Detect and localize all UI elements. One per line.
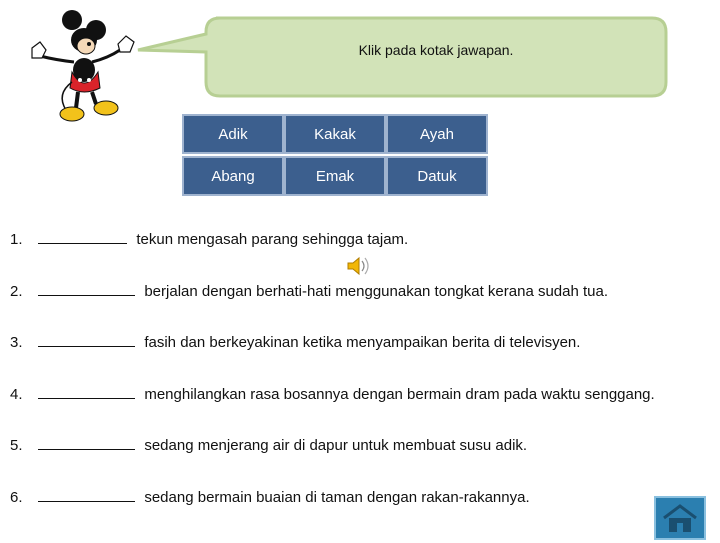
question-number: 1. bbox=[10, 231, 23, 248]
mickey-mascot-icon bbox=[26, 8, 138, 126]
question-number: 5. bbox=[10, 437, 23, 454]
question-text: menghilangkan rasa bosannya dengan bermain dram pada waktu senggang. bbox=[144, 386, 655, 403]
answer-ayah-button[interactable]: Ayah bbox=[386, 114, 488, 154]
answer-blank bbox=[38, 435, 135, 450]
home-button[interactable] bbox=[654, 496, 706, 540]
question-5 bbox=[10, 435, 527, 454]
speaker-icon[interactable] bbox=[346, 255, 372, 277]
question-number: 6. bbox=[10, 489, 23, 506]
answer-datuk-button[interactable]: Datuk bbox=[386, 156, 488, 196]
answer-emak-button[interactable]: Emak bbox=[284, 156, 386, 196]
question-6 bbox=[10, 487, 530, 506]
question-text: fasih dan berkeyakinan ketika menyampaikan berita di televisyen. bbox=[144, 334, 581, 351]
answer-blank bbox=[38, 281, 135, 296]
instruction-text: Klik pada kotak jawapan. bbox=[358, 42, 514, 58]
answer-kakak-button[interactable]: Kakak bbox=[284, 114, 386, 154]
answer-blank bbox=[38, 487, 135, 502]
answer-adik-button[interactable]: Adik bbox=[182, 114, 284, 154]
question-text: tekun mengasah parang sehingga tajam. bbox=[136, 231, 409, 248]
answer-blank bbox=[38, 384, 135, 399]
question-number: 3. bbox=[10, 334, 23, 351]
answer-blank bbox=[38, 332, 135, 347]
question-text: sedang bermain buaian di taman dengan rakan-rakannya. bbox=[144, 489, 530, 506]
question-text: berjalan dengan berhati-hati menggunakan tongkat kerana sudah tua. bbox=[144, 283, 609, 300]
question-4 bbox=[10, 384, 655, 403]
question-2 bbox=[10, 281, 608, 300]
question-1 bbox=[10, 229, 408, 248]
question-3 bbox=[10, 332, 580, 351]
question-number: 4. bbox=[10, 386, 23, 403]
question-number: 2. bbox=[10, 283, 23, 300]
question-text: sedang menjerang air di dapur untuk membuat susu adik. bbox=[144, 437, 528, 454]
answer-abang-button[interactable]: Abang bbox=[182, 156, 284, 196]
home-icon bbox=[656, 498, 704, 538]
answer-blank bbox=[38, 229, 127, 244]
